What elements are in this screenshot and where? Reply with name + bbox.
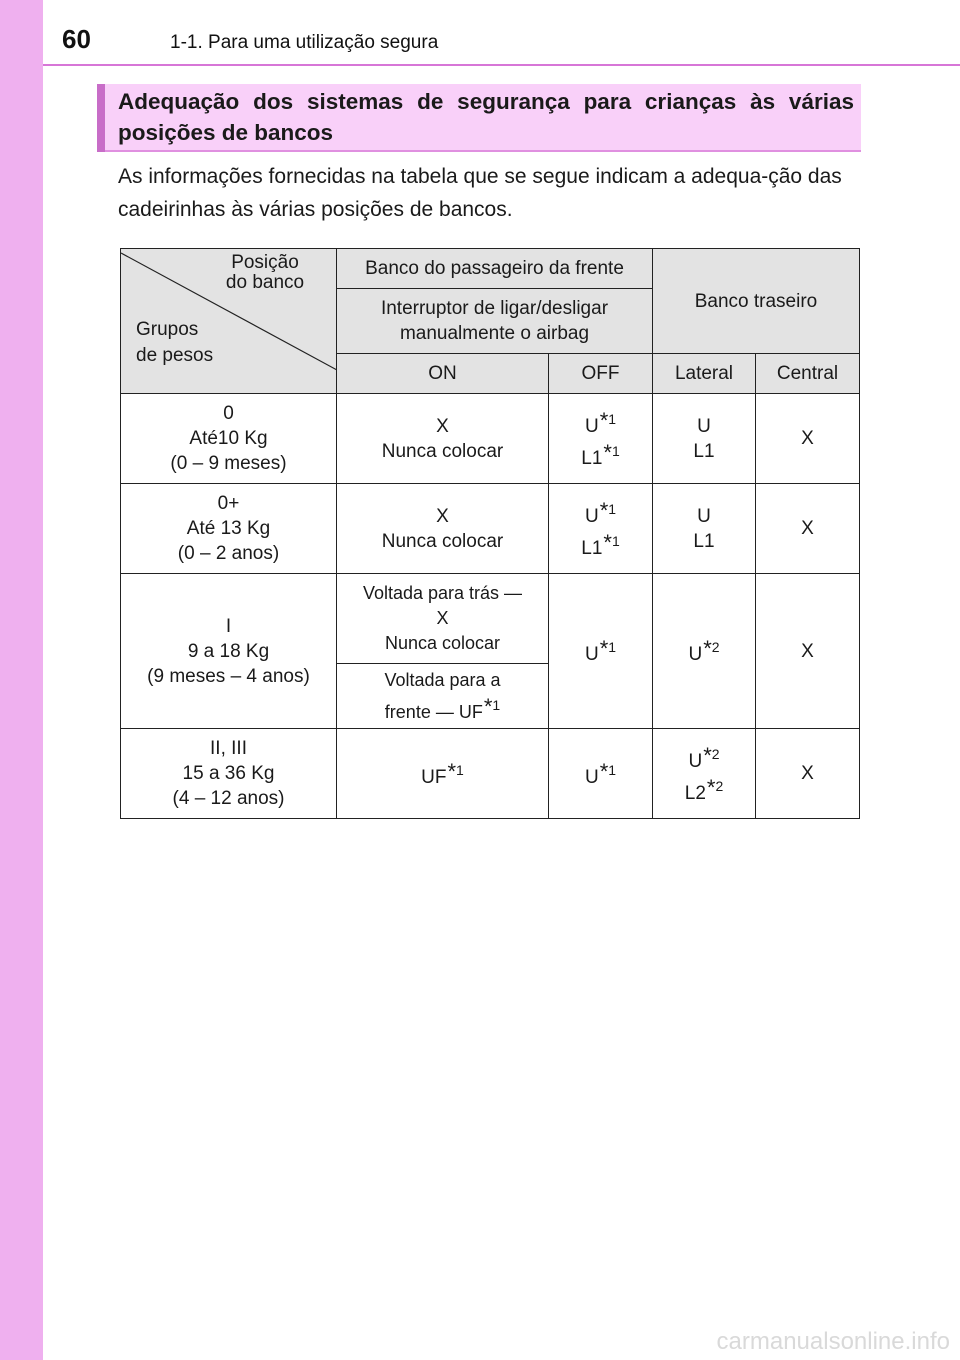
page-number: 60 bbox=[62, 24, 91, 54]
airbag-off-cell: U*$^1$ bbox=[549, 574, 653, 729]
airbag-off-cell: U*$^1$ L1*$^1$ bbox=[549, 394, 653, 484]
section-title: Adequação dos sistemas de segurança para crianças às várias posições de bancos bbox=[118, 89, 854, 145]
airbag-off-cell: U*$^1$ bbox=[549, 729, 653, 819]
rear-lateral-header: Lateral bbox=[653, 354, 756, 394]
airbag-off-header: OFF bbox=[549, 354, 653, 394]
table-row bbox=[121, 484, 860, 574]
rear-seat-header: Banco traseiro bbox=[653, 249, 860, 354]
section-title-accent bbox=[97, 84, 105, 152]
rear-lateral-cell: U*$^2$ bbox=[653, 574, 756, 729]
table-corner-header bbox=[121, 249, 337, 394]
airbag-on-rear-facing-cell: Voltada para trás — X Nunca colocar bbox=[337, 574, 549, 664]
running-header: 1-1. Para uma utilização segura bbox=[170, 32, 439, 53]
weight-groups-label: Grupos de pesos bbox=[136, 319, 214, 366]
rear-central-header: Central bbox=[756, 354, 860, 394]
front-passenger-seat-header: Banco do passageiro da frente bbox=[337, 249, 653, 289]
watermark-logo: carmanualsonline.info bbox=[716, 1328, 950, 1355]
rear-central-cell: X bbox=[756, 394, 860, 484]
airbag-switch-header: Interruptor de ligar/desligar manualmente o airbag bbox=[337, 289, 653, 354]
rear-lateral-cell: U*$^2$ L2*$^2$ bbox=[653, 729, 756, 819]
weight-group-cell: 0+ Até 13 Kg (0 – 2 anos) bbox=[121, 484, 337, 574]
airbag-on-forward-facing-cell: Voltada para a frente — UF*$^1$ bbox=[337, 664, 549, 729]
weight-group-cell: 0 Até10 Kg (0 – 9 meses) bbox=[121, 394, 337, 484]
seat-position-label: Posição do banco bbox=[225, 252, 305, 293]
airbag-off-cell: U*$^1$ L1*$^1$ bbox=[549, 484, 653, 574]
rear-central-cell: X bbox=[756, 484, 860, 574]
airbag-on-header: ON bbox=[337, 354, 549, 394]
header-rule bbox=[43, 64, 960, 66]
rear-lateral-cell: U L1 bbox=[653, 484, 756, 574]
seat-suitability-table bbox=[120, 248, 860, 819]
rear-central-cell: X bbox=[756, 574, 860, 729]
airbag-on-cell: X Nunca colocar bbox=[337, 394, 549, 484]
weight-group-cell: II, III 15 a 36 Kg (4 – 12 anos) bbox=[121, 729, 337, 819]
rear-central-cell: X bbox=[756, 729, 860, 819]
side-thumb-strip bbox=[0, 0, 43, 1360]
weight-group-cell: I 9 a 18 Kg (9 meses – 4 anos) bbox=[121, 574, 337, 729]
table-row bbox=[121, 729, 860, 819]
intro-paragraph: As informações fornecidas na tabela que se segue indicam a adequa-ção das cadeirinhas às várias posições de bancos. bbox=[118, 165, 842, 221]
table-row bbox=[121, 574, 860, 664]
table-row bbox=[121, 394, 860, 484]
airbag-on-cell: UF*$^1$ bbox=[337, 729, 549, 819]
rear-lateral-cell: U L1 bbox=[653, 394, 756, 484]
airbag-on-cell: X Nunca colocar bbox=[337, 484, 549, 574]
